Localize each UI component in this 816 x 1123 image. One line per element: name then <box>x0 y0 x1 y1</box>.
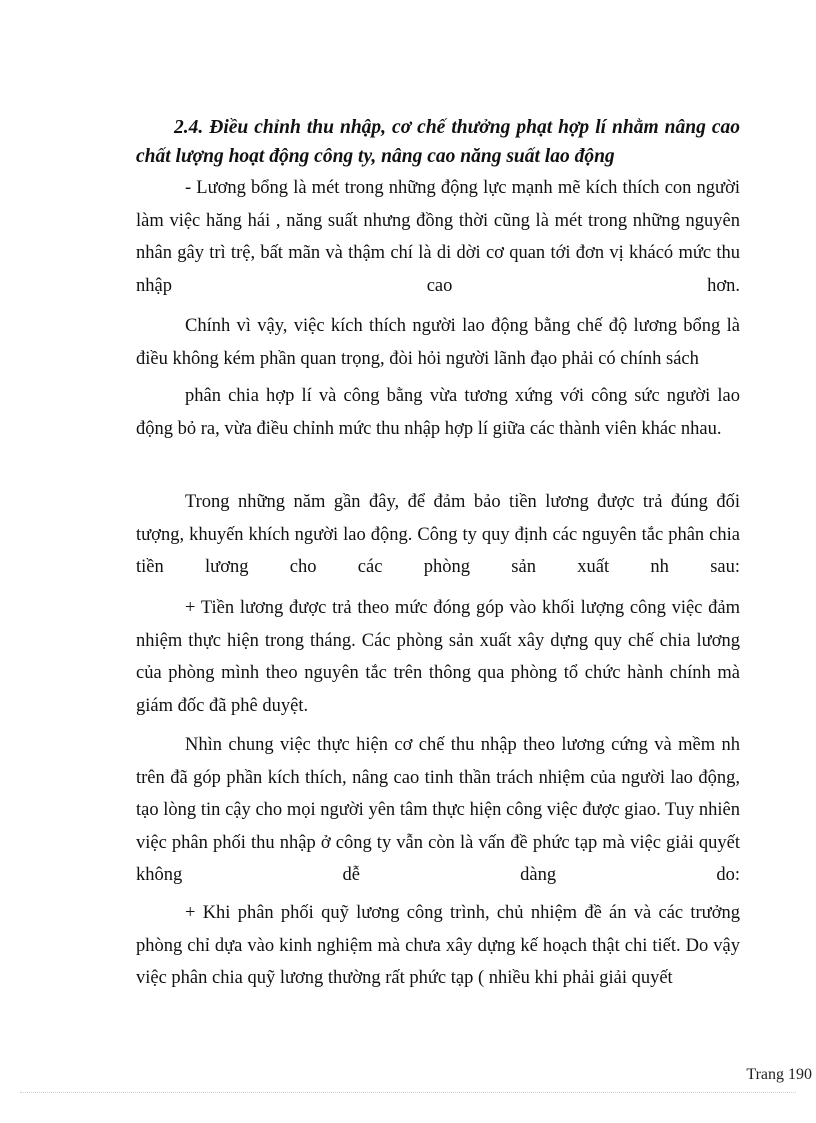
paragraph-6: Nhìn chung việc thực hiện cơ chế thu nhập theo lương cứng và mềm nh trên đã góp phần kích thích, nâng cao tinh thần trách nhiệm của người lao động, tạo lòng tin cậy cho mọi người yên tâm thực hiện công việc được giao. Tuy nhiên việc phân phối thu nhập ở công ty vẫn còn là vấn đề phức tạp mà việc giải quyết không dễ dàng do: <box>136 735 740 885</box>
paragraph-3: phân chia hợp lí và công bằng vừa tương xứng với công sức người lao động bỏ ra, vừa điều chỉnh mức thu nhập hợp lí giữa các thành viên khác nhau. <box>136 386 740 439</box>
page-number: Trang 190 <box>746 1066 812 1083</box>
paragraph-1: - Lương bổng là mét trong những động lực mạnh mẽ kích thích con người làm việc hăng hái , năng suất nhưng đồng thời cũng là mét trong những nguyên nhân gây trì trệ, bất mãn và thậm chí là di dời cơ quan tới đơn vị khácó mức thu nhập cao hơn. <box>136 178 740 296</box>
section-heading: 2.4. Điều chỉnh thu nhập, cơ chế thưởng phạt hợp lí nhằm nâng cao chất lượng hoạt động công ty, nâng cao năng suất lao động <box>136 117 740 167</box>
paragraph-4: Trong những năm gần đây, để đảm bảo tiền lương được trả đúng đối tượng, khuyến khích người lao động. Công ty quy định các nguyên tắc phân chia tiền lương cho các phòng sản xuất nh sau: <box>136 492 740 577</box>
paragraph-2: Chính vì vậy, việc kích thích người lao động bằng chế độ lương bổng là điều không kém phần quan trọng, đòi hỏi người lãnh đạo phải có chính sách <box>136 316 740 369</box>
paragraph-5: + Tiền lương được trả theo mức đóng góp vào khối lượng công việc đảm nhiệm thực hiện trong tháng. Các phòng sản xuất xây dựng quy chế chia lương của phòng mình theo nguyên tắc trên thông qua phòng tổ chức hành chính mà giám đốc đã phê duyệt. <box>136 598 740 716</box>
footer-divider <box>20 1092 796 1093</box>
paragraph-7: + Khi phân phối quỹ lương công trình, chủ nhiệm đề án và các trưởng phòng chỉ dựa vào kinh nghiệm mà chưa xây dựng kế hoạch thật chi tiết. Do vậy việc phân chia quỹ lương thường rất phức tạp ( nhiều khi phải giải quyết <box>136 903 740 988</box>
